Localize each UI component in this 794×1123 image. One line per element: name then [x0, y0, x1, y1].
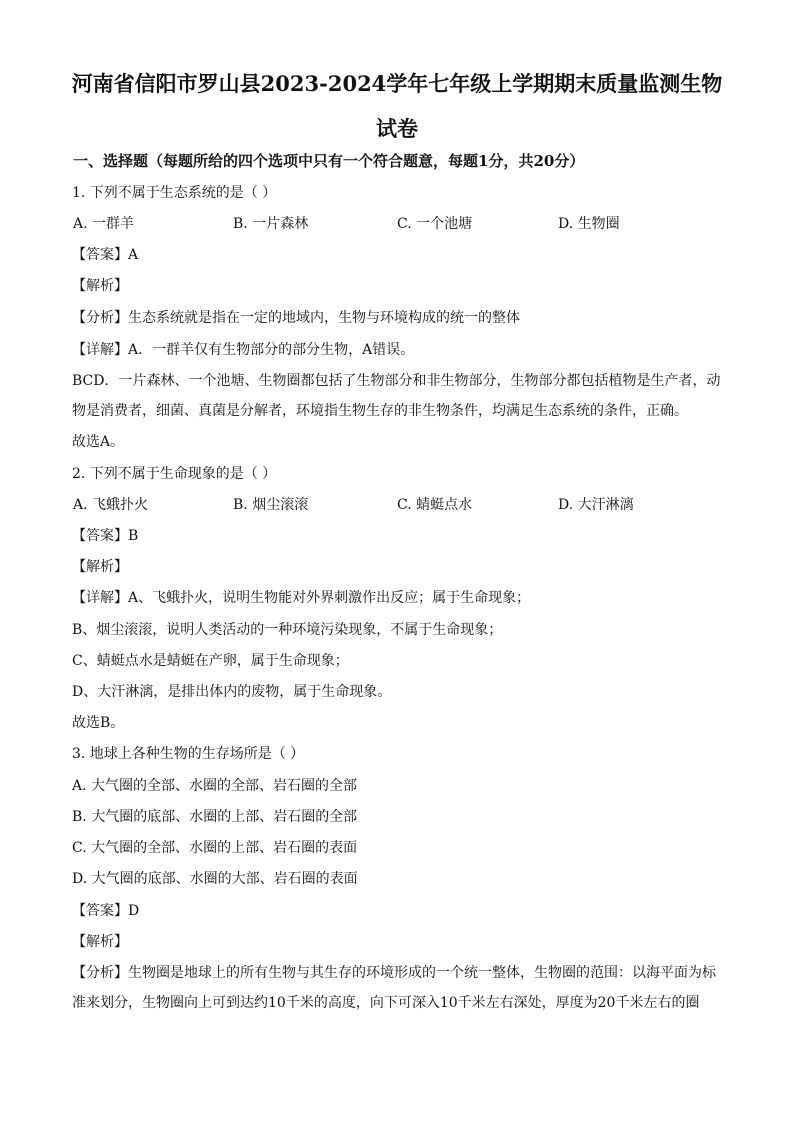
question-2-detail-line: 【详解】A、飞蛾扑火，说明生物能对外界刺激作出反应；属于生命现象；: [72, 590, 531, 606]
question-1-option-d: D. 生物圈: [558, 216, 620, 232]
question-2-analysis-label: 【解析】: [72, 559, 128, 575]
question-1-option-a: A. 一群羊: [73, 216, 135, 232]
question-3-option-c: C. 大气圈的全部、水圈的上部、岩石圈的表面: [72, 840, 358, 856]
document-title-line1: 河南省信阳市罗山县2023-2024学年七年级上学期期末质量监测生物: [71, 71, 723, 96]
question-3-option-a: A. 大气圈的全部、水圈的全部、岩石圈的全部: [72, 778, 358, 794]
question-2-stem: 2. 下列不属于生命现象的是（ ）: [72, 466, 277, 482]
question-1-stem: 1. 下列不属于生态系统的是（ ）: [72, 185, 277, 201]
question-2-option-a: A. 飞蛾扑火: [73, 497, 149, 513]
question-3-analysis-label: 【解析】: [72, 934, 128, 950]
question-1-detail-line: 物是消费者，细菌、真菌是分解者，环境指生物生存的非生物条件，均满足生态系统的条件，正确。: [72, 403, 688, 419]
question-1-conclusion: 故选A。: [72, 434, 125, 450]
question-3-option-d: D. 大气圈的底部、水圈的大部、岩石圈的表面: [72, 871, 358, 887]
question-2-option-c: C. 蜻蜓点水: [397, 497, 473, 513]
document-title-line2: 试卷: [376, 116, 418, 141]
question-2-detail-line: B、烟尘滚滚，说明人类活动的一种环境污染现象，不属于生命现象；: [72, 622, 503, 638]
question-1-analysis-label: 【解析】: [72, 278, 128, 294]
question-2-option-d: D. 大汗淋漓: [558, 497, 634, 513]
question-1-option-b: B. 一片森林: [233, 216, 309, 232]
question-3-analysis-line: 准来划分，生物圈向上可到达约10千米的高度，向下可深入10千米左右深处，厚度为20千米左右的圈: [72, 995, 700, 1011]
question-2-option-b: B. 烟尘滚滚: [233, 497, 309, 513]
question-3-stem: 3. 地球上各种生物的生存场所是（ ）: [72, 746, 305, 762]
question-2-detail-line: C、蜻蜓点水是蜻蜓在产卵，属于生命现象；: [72, 653, 349, 669]
question-2-answer: 【答案】B: [72, 528, 139, 544]
question-1-option-c: C. 一个池塘: [397, 216, 473, 232]
question-3-option-b: B. 大气圈的底部、水圈的上部、岩石圈的全部: [72, 809, 358, 825]
question-1-detail-line: 【详解】A．一群羊仅有生物部分的部分生物，A错误。: [72, 342, 415, 358]
question-1-detail-line: BCD．一片森林、一个池塘、生物圈都包括了生物部分和非生物部分，生物部分都包括植物是生产者，动: [72, 373, 721, 389]
question-2-conclusion: 故选B。: [72, 715, 125, 731]
question-1-answer: 【答案】A: [72, 247, 139, 263]
question-3-answer: 【答案】D: [72, 903, 140, 919]
question-3-analysis-line: 【分析】生物圈是地球上的所有生物与其生存的环境形成的一个统一整体，生物圈的范围：以海平面为标: [72, 965, 716, 981]
section-heading: 一、选择题（每题所给的四个选项中只有一个符合题意，每题1分，共20分）: [73, 152, 585, 170]
question-2-detail-line: D、大汗淋漓，是排出体内的废物，属于生命现象。: [72, 684, 392, 700]
question-1-analysis-line: 【分析】生态系统就是指在一定的地域内，生物与环境构成的统一的整体: [72, 310, 520, 326]
